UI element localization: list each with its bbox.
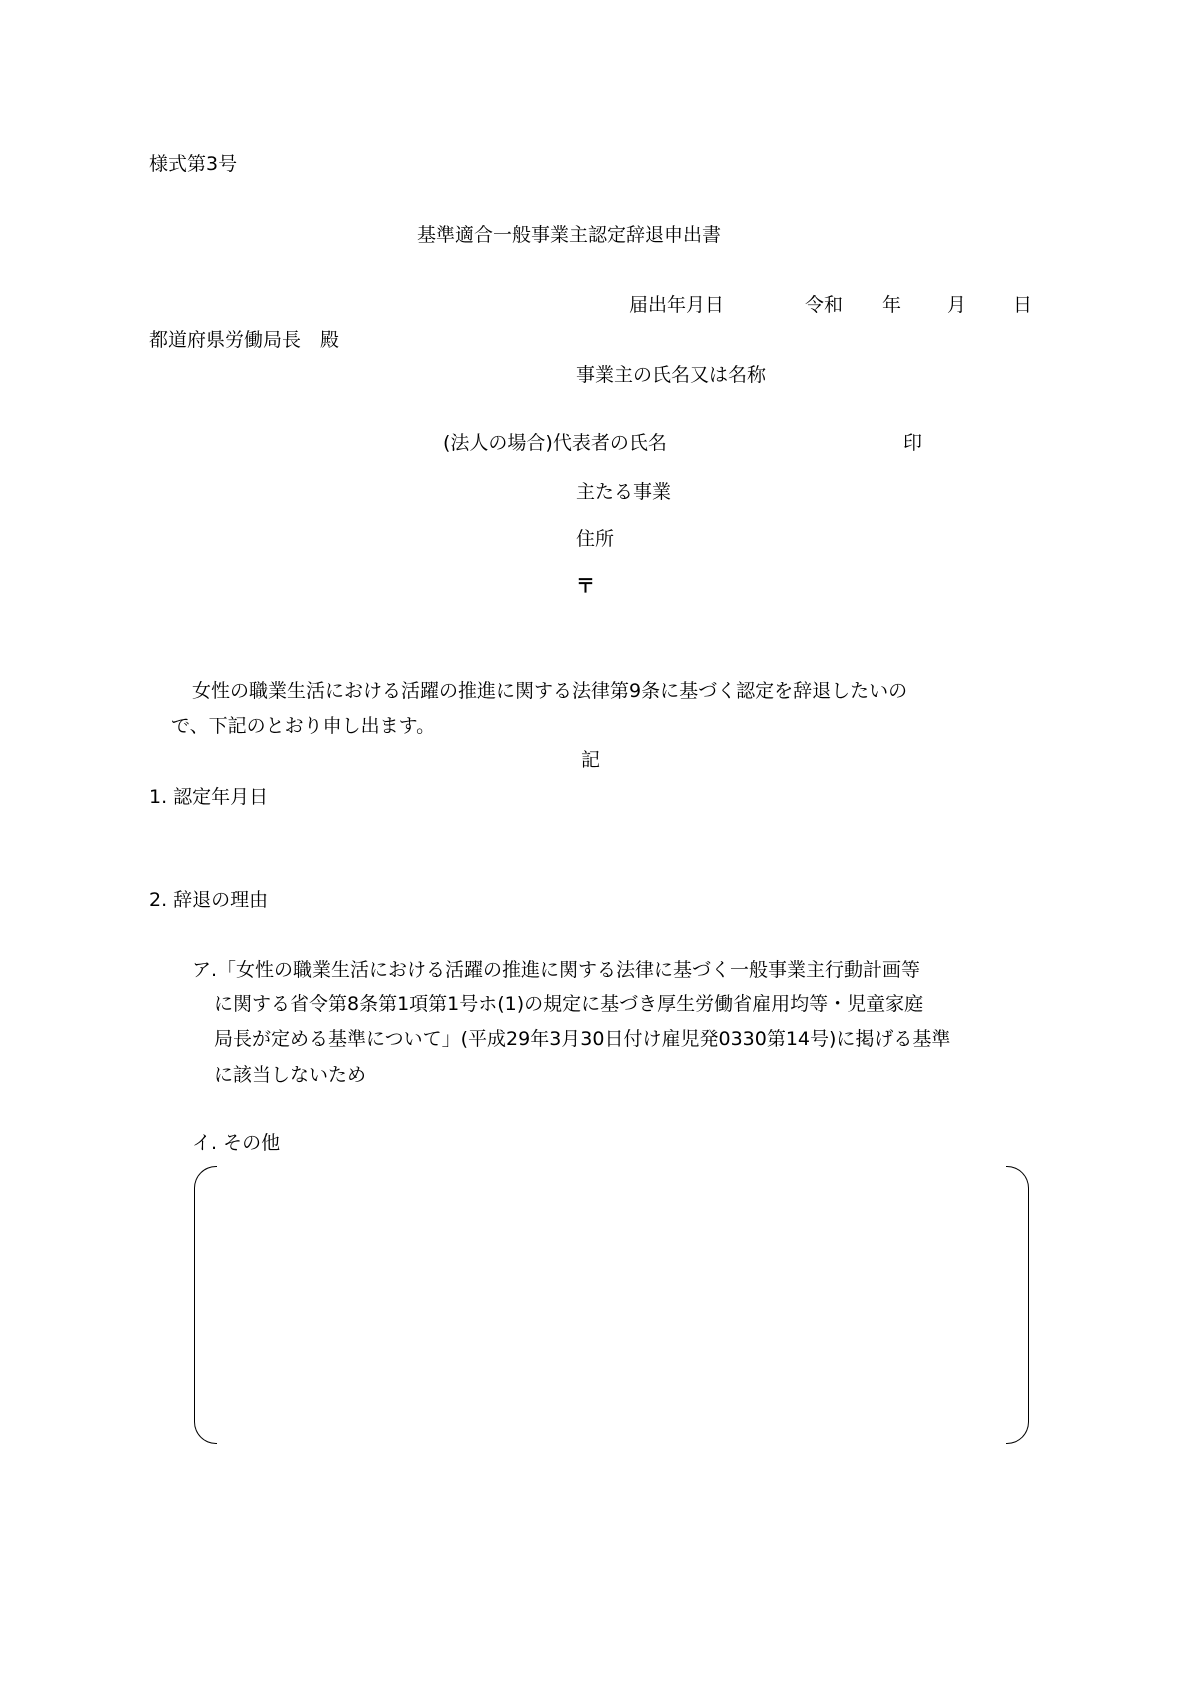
document-title: 基準適合一般事業主認定辞退申出書 <box>417 224 722 246</box>
option-a-line: に関する省令第8条第1項第1号ホ(1)の規定に基づき厚生労働省雇用均等・児童家庭 <box>214 993 924 1015</box>
option-a-line: に該当しないため <box>214 1064 367 1086</box>
address-label: 住所 <box>576 528 615 550</box>
month-label: 月 <box>947 294 967 316</box>
item-withdrawal-reason: 2. 辞退の理由 <box>149 889 269 911</box>
era-label: 令和 <box>805 294 844 316</box>
body-line: 女性の職業生活における活躍の推進に関する法律第9条に基づく認定を辞退したいの <box>192 680 908 702</box>
right-bracket <box>1006 1166 1029 1444</box>
body-line: で、下記のとおり申し出ます。 <box>171 715 436 737</box>
year-label: 年 <box>882 294 902 316</box>
reason-option-other: イ. その他 <box>192 1132 281 1154</box>
form-number: 様式第3号 <box>149 153 238 175</box>
day-label: 日 <box>1013 294 1033 316</box>
ki-heading: 記 <box>581 749 601 771</box>
main-business-label: 主たる事業 <box>576 481 672 503</box>
option-a-line: 局長が定める基準について」(平成29年3月30日付け雇児発0330第14号)に掲げる基準 <box>214 1028 951 1050</box>
date-label: 届出年月日 <box>629 294 725 316</box>
left-bracket <box>194 1166 217 1444</box>
item-certification-date: 1. 認定年月日 <box>149 786 269 808</box>
option-a-line: ア.「女性の職業生活における活躍の推進に関する法律に基づく一般事業主行動計画等 <box>192 959 921 981</box>
employer-name-label: 事業主の氏名又は名称 <box>576 364 767 386</box>
addressee: 都道府県労働局長 殿 <box>149 329 340 351</box>
representative-name-label: (法人の場合)代表者の氏名 <box>443 432 667 454</box>
postal-mark: 〒 <box>576 575 596 597</box>
seal-mark: 印 <box>903 432 923 454</box>
